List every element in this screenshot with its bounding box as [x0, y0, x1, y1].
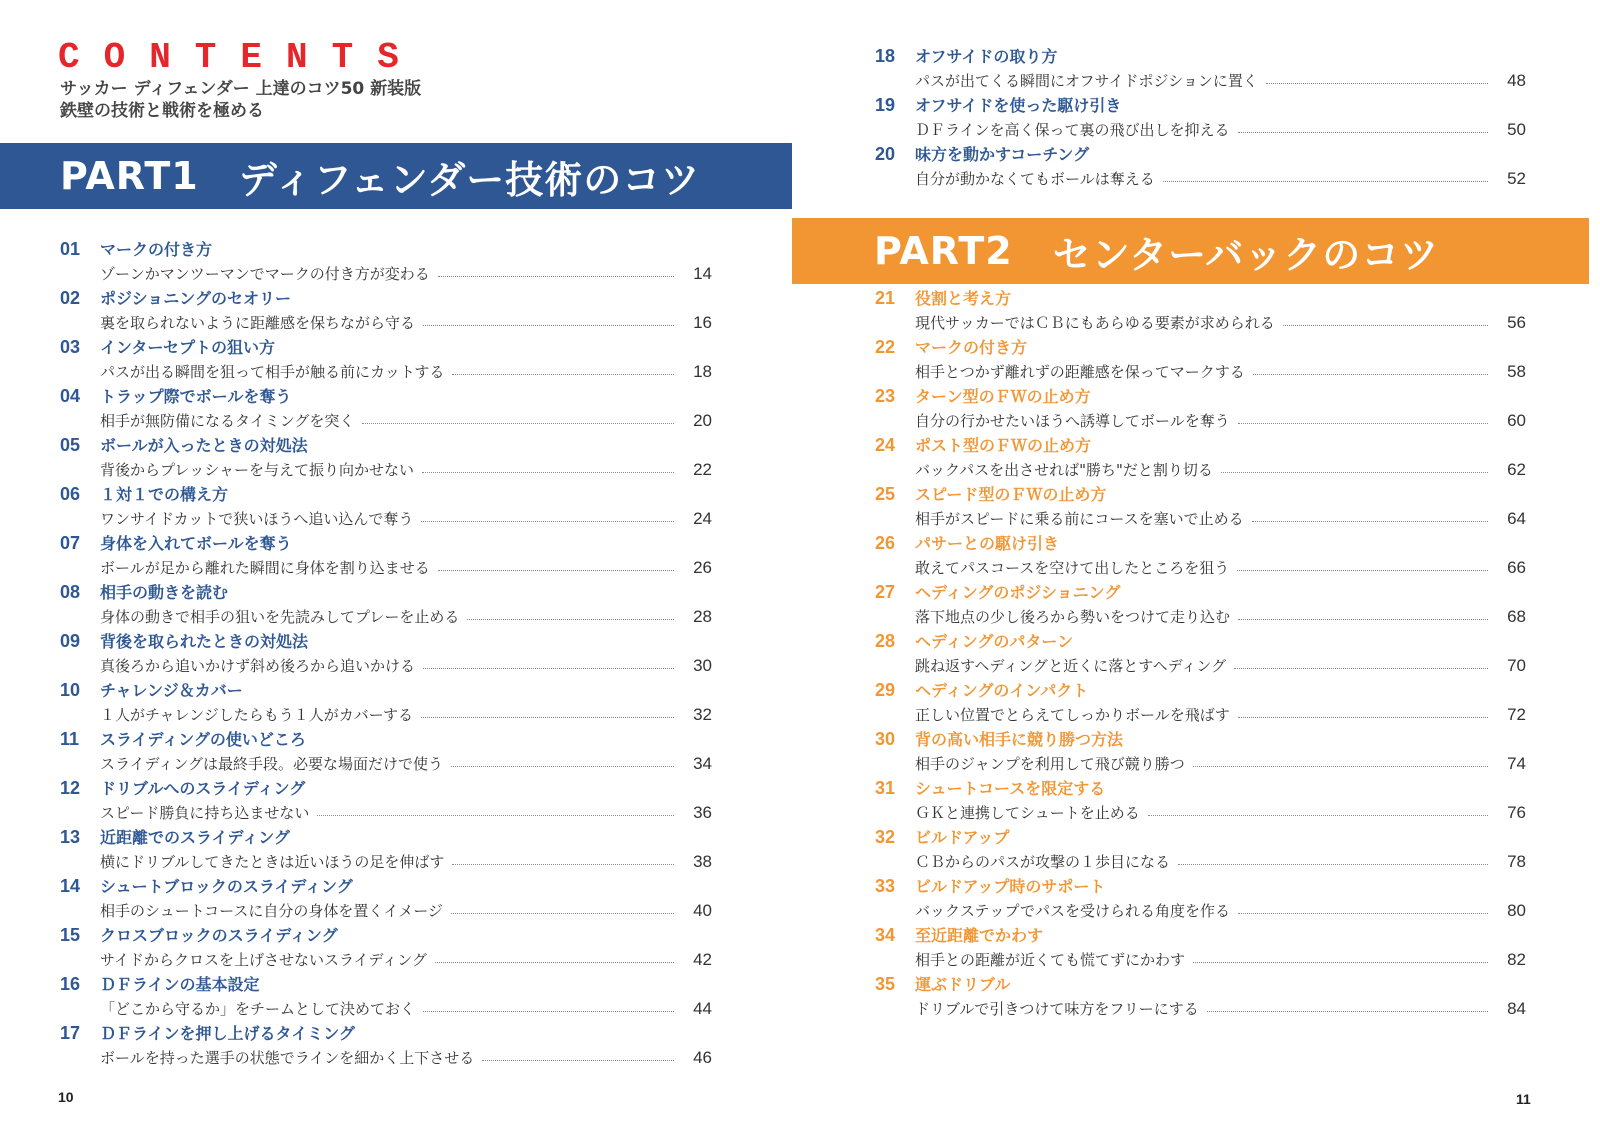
toc-item-heading	[60, 531, 712, 556]
dotted-leader	[1207, 1011, 1488, 1012]
toc-item-description: １人がチャレンジしたらもう１人がカバーする	[100, 706, 414, 724]
toc-item-number: 32	[875, 827, 896, 847]
toc-item-detail	[60, 899, 712, 923]
toc-item-heading	[875, 44, 1526, 69]
dotted-leader	[421, 521, 674, 522]
toc-item-heading	[60, 727, 712, 752]
toc-item-number: 10	[60, 680, 81, 700]
toc-item	[875, 142, 1526, 191]
toc-item-page: 26	[693, 558, 712, 577]
toc-item-page: 80	[1507, 901, 1526, 920]
toc-item-detail	[875, 948, 1526, 972]
toc-item-heading	[60, 286, 712, 311]
toc-item-heading	[60, 237, 712, 262]
toc-item-title: 役割と考え方	[915, 289, 1012, 308]
toc-item-number: 04	[60, 386, 81, 406]
toc-item-number: 25	[875, 484, 896, 504]
toc-item-heading	[60, 776, 712, 801]
toc-item-page: 24	[693, 509, 712, 528]
toc-item	[875, 972, 1526, 1021]
toc-item-detail	[875, 703, 1526, 727]
toc-item-heading	[875, 972, 1526, 997]
toc-item-heading	[875, 580, 1526, 605]
toc-item-title: ヘディングのパターン	[915, 632, 1074, 651]
toc-item-description: 現代サッカーではＣＢにもあらゆる要素が求められる	[915, 314, 1275, 332]
toc-item-page: 38	[693, 852, 712, 871]
toc-item-page: 56	[1507, 313, 1526, 332]
toc-item-detail	[875, 556, 1526, 580]
page-number-right: 11	[1516, 1091, 1531, 1107]
toc-item-number: 17	[60, 1023, 81, 1043]
toc-item-detail	[60, 850, 712, 874]
toc-item-heading	[875, 482, 1526, 507]
toc-item	[875, 433, 1526, 482]
toc-item-description: 真後ろから追いかけず斜め後ろから追いかける	[100, 657, 416, 675]
toc-item-title: チャレンジ＆カバー	[100, 681, 243, 700]
toc-item-page: 46	[693, 1048, 712, 1067]
toc-item	[60, 629, 712, 678]
toc-item-description: ゾーンかマンツーマンでマークの付き方が変わる	[100, 265, 430, 283]
toc-item-number: 14	[60, 876, 81, 896]
toc-item-title: ポジショニングのセオリー	[100, 289, 291, 308]
toc-item-title: パサーとの駆け引き	[915, 534, 1060, 553]
toc-item-description: 相手との距離が近くても慌てずにかわす	[915, 951, 1186, 969]
toc-item-title: ポスト型のＦＷの止め方	[915, 436, 1092, 455]
toc-item-page: 74	[1507, 754, 1526, 773]
toc-item-title: 運ぶドリブル	[915, 975, 1011, 994]
dotted-leader	[1266, 83, 1488, 84]
toc-item-detail	[875, 654, 1526, 678]
toc-item	[875, 44, 1526, 93]
toc-item-page: 76	[1507, 803, 1526, 822]
toc-item-title: トラップ際でボールを奪う	[100, 387, 292, 406]
toc-item-detail	[60, 752, 712, 776]
dotted-leader	[1252, 521, 1488, 522]
toc-item-page: 36	[693, 803, 712, 822]
toc-item-heading	[875, 531, 1526, 556]
dotted-leader	[1234, 668, 1488, 669]
toc-item-heading	[60, 874, 712, 899]
toc-item-heading	[875, 923, 1526, 948]
toc-item-description: パスが出る瞬間を狙って相手が触る前にカットする	[100, 363, 445, 381]
dotted-leader	[482, 1060, 674, 1061]
part2-number: PART2	[874, 229, 1013, 273]
toc-item-number: 21	[875, 288, 896, 308]
toc-item-description: 裏を取られないように距離感を保ちながら守る	[100, 314, 416, 332]
toc-item-title: 身体を入れてボールを奪う	[100, 534, 292, 553]
toc-item-description: サイドからクロスを上げさせないスライディング	[100, 951, 428, 969]
book-title-line1: サッカー ディフェンダー 上達のコツ50 新装版	[60, 79, 422, 99]
toc-item-detail	[60, 360, 712, 384]
book-title-line2: 鉄壁の技術と戦術を極める	[60, 101, 264, 121]
toc-item	[875, 776, 1526, 825]
toc-item-number: 16	[60, 974, 81, 994]
toc-item-number: 03	[60, 337, 81, 357]
dotted-leader	[423, 1011, 674, 1012]
toc-item-detail	[60, 409, 712, 433]
dotted-leader	[452, 864, 674, 865]
toc-item-number: 26	[875, 533, 896, 553]
toc-item-detail	[875, 507, 1526, 531]
toc-item-title: スライディングの使いどころ	[100, 730, 306, 749]
toc-item	[60, 972, 712, 1021]
toc-item-title: オフサイドを使った駆け引き	[915, 96, 1122, 115]
toc-item-page: 52	[1507, 169, 1526, 188]
toc-item-description: ＤＦラインを高く保って裏の飛び出しを抑える	[915, 121, 1230, 139]
toc-item-heading	[60, 482, 712, 507]
toc-item-number: 20	[875, 144, 896, 164]
toc-item-heading	[60, 1021, 712, 1046]
toc-item-description: 跳ね返すヘディングと近くに落とすヘディング	[915, 657, 1227, 675]
toc-item-heading	[60, 923, 712, 948]
toc-item-number: 31	[875, 778, 896, 798]
toc-item-detail	[60, 262, 712, 286]
toc-item-heading	[875, 874, 1526, 899]
toc-item-heading	[60, 335, 712, 360]
toc-item	[60, 237, 712, 286]
toc-item-detail	[875, 752, 1526, 776]
toc-item-description: 自分が動かなくてもボールは奪える	[915, 170, 1155, 188]
toc-item-title: 相手の動きを読む	[100, 583, 229, 602]
toc-item	[875, 93, 1526, 142]
toc-item-description: 背後からプレッシャーを与えて振り向かせない	[100, 461, 414, 479]
toc-item-description: スライディングは最終手段。必要な場面だけで使う	[100, 755, 444, 773]
part1-toc-list-left	[60, 237, 712, 1070]
toc-item-number: 28	[875, 631, 896, 651]
toc-item-page: 62	[1507, 460, 1526, 479]
toc-item-description: ＧＫと連携してシュートを止める	[915, 804, 1140, 822]
toc-item-title: ＤＦラインを押し上げるタイミング	[100, 1024, 355, 1043]
toc-item-page: 22	[693, 460, 712, 479]
toc-item-page: 14	[693, 264, 712, 283]
toc-item	[60, 776, 712, 825]
toc-item	[60, 923, 712, 972]
toc-item	[875, 629, 1526, 678]
dotted-leader	[435, 962, 674, 963]
toc-item	[60, 580, 712, 629]
toc-item	[875, 384, 1526, 433]
dotted-leader	[467, 619, 674, 620]
toc-item-number: 19	[875, 95, 896, 115]
toc-item-page: 20	[693, 411, 712, 430]
dotted-leader	[1178, 864, 1488, 865]
toc-item-number: 08	[60, 582, 81, 602]
toc-item-heading	[875, 142, 1526, 167]
toc-item-number: 22	[875, 337, 896, 357]
toc-item-detail	[875, 850, 1526, 874]
dotted-leader	[422, 472, 674, 473]
toc-item	[60, 531, 712, 580]
dotted-leader	[451, 913, 674, 914]
toc-item-number: 15	[60, 925, 81, 945]
toc-item	[875, 580, 1526, 629]
toc-item-heading	[875, 384, 1526, 409]
part2-toc-list	[875, 286, 1526, 1021]
toc-item-detail	[60, 507, 712, 531]
toc-item-description: 横にドリブルしてきたときは近いほうの足を伸ばす	[100, 853, 445, 871]
toc-item-detail	[875, 458, 1526, 482]
toc-item-title: ＤＦラインの基本設定	[100, 975, 260, 994]
toc-item-title: ヘディングのポジショニング	[915, 583, 1121, 602]
toc-item-detail	[60, 654, 712, 678]
toc-item-description: 自分の行かせたいほうへ誘導してボールを奪う	[915, 412, 1230, 430]
toc-item-number: 18	[875, 46, 896, 66]
toc-item-number: 23	[875, 386, 896, 406]
toc-item-heading	[875, 93, 1526, 118]
toc-item-description: ボールが足から離れた瞬間に身体を割り込ませる	[100, 559, 430, 577]
part1-toc-list-right	[875, 44, 1526, 191]
toc-item-heading	[875, 825, 1526, 850]
toc-item-page: 34	[693, 754, 712, 773]
toc-item	[60, 335, 712, 384]
toc-item-page: 48	[1507, 71, 1526, 90]
toc-item-title: シュートコースを限定する	[915, 779, 1106, 798]
toc-item-description: 相手のシュートコースに自分の身体を置くイメージ	[100, 902, 443, 920]
toc-item-heading	[875, 678, 1526, 703]
toc-item-page: 72	[1507, 705, 1526, 724]
toc-item-detail	[60, 1046, 712, 1070]
part1-number: PART1	[60, 154, 199, 198]
toc-item-description: バックステップでパスを受けられる角度を作る	[915, 902, 1231, 920]
toc-item	[875, 874, 1526, 923]
toc-item-page: 30	[693, 656, 712, 675]
toc-item-number: 12	[60, 778, 81, 798]
toc-item-description: 身体の動きで相手の狙いを先読みしてプレーを止める	[100, 608, 460, 626]
dotted-leader	[1237, 570, 1488, 571]
toc-item	[875, 825, 1526, 874]
page-number-left: 10	[58, 1089, 74, 1105]
toc-item-number: 30	[875, 729, 896, 749]
toc-item-detail	[875, 167, 1526, 191]
dotted-leader	[1238, 913, 1488, 914]
toc-item-number: 29	[875, 680, 896, 700]
toc-item-detail	[875, 118, 1526, 142]
toc-item-number: 24	[875, 435, 896, 455]
toc-item-number: 13	[60, 827, 81, 847]
toc-item-heading	[875, 629, 1526, 654]
toc-item-detail	[875, 801, 1526, 825]
toc-item-heading	[875, 727, 1526, 752]
toc-item-heading	[875, 433, 1526, 458]
toc-item-detail	[875, 360, 1526, 384]
dotted-leader	[317, 815, 674, 816]
toc-item-heading	[60, 433, 712, 458]
dotted-leader	[1221, 472, 1488, 473]
toc-item-description: ワンサイドカットで狭いほうへ追い込んで奪う	[100, 510, 414, 528]
toc-item-heading	[875, 286, 1526, 311]
toc-item-title: シュートブロックのスライディング	[100, 877, 353, 896]
toc-item-description: パスが出てくる瞬間にオフサイドポジションに置く	[915, 72, 1258, 90]
toc-item-detail	[875, 605, 1526, 629]
toc-item-title: ボールが入ったときの対処法	[100, 436, 308, 455]
toc-item-number: 05	[60, 435, 81, 455]
dotted-leader	[451, 766, 674, 767]
dotted-leader	[452, 374, 674, 375]
toc-item-detail	[60, 605, 712, 629]
toc-item	[60, 286, 712, 335]
toc-item-page: 64	[1507, 509, 1526, 528]
toc-item-number: 33	[875, 876, 896, 896]
toc-item-detail	[875, 69, 1526, 93]
toc-item	[875, 678, 1526, 727]
dotted-leader	[438, 570, 674, 571]
toc-item-title: スピード型のＦＷの止め方	[915, 485, 1107, 504]
toc-item-detail	[60, 556, 712, 580]
toc-item-number: 07	[60, 533, 81, 553]
toc-item	[60, 874, 712, 923]
toc-item-title: ヘディングのインパクト	[915, 681, 1089, 700]
toc-item-description: 相手のジャンプを利用して飛び競り勝つ	[915, 755, 1185, 773]
toc-item-page: 32	[693, 705, 712, 724]
toc-item-page: 50	[1507, 120, 1526, 139]
toc-item-page: 60	[1507, 411, 1526, 430]
toc-item-description: スピード勝負に持ち込ませない	[100, 804, 310, 822]
dotted-leader	[1148, 815, 1488, 816]
toc-item-detail	[875, 899, 1526, 923]
dotted-leader	[1193, 962, 1488, 963]
toc-item-number: 11	[60, 729, 80, 749]
toc-item-title: クロスブロックのスライディング	[100, 926, 338, 945]
toc-item-number: 06	[60, 484, 81, 504]
toc-item-number: 34	[875, 925, 896, 945]
part2-title: センターバックのコツ	[1052, 232, 1440, 277]
toc-item-heading	[60, 972, 712, 997]
book-title	[60, 78, 421, 122]
toc-item-detail	[60, 458, 712, 482]
dotted-leader	[421, 717, 674, 718]
dotted-leader	[1283, 325, 1488, 326]
part1-title: ディフェンダー技術のコツ	[238, 157, 701, 202]
toc-item	[60, 433, 712, 482]
toc-item-heading	[60, 825, 712, 850]
toc-item	[60, 727, 712, 776]
toc-item-page: 16	[693, 313, 712, 332]
toc-item-description: 正しい位置でとらえてしっかりボールを飛ばす	[915, 706, 1230, 724]
toc-item	[875, 286, 1526, 335]
toc-item-title: インターセプトの狙い方	[100, 338, 276, 357]
toc-item	[60, 825, 712, 874]
dotted-leader	[1193, 766, 1488, 767]
part2-banner	[792, 218, 1589, 284]
toc-item-detail	[60, 703, 712, 727]
dotted-leader	[362, 423, 674, 424]
toc-item	[875, 727, 1526, 776]
toc-item-page: 82	[1507, 950, 1526, 969]
toc-item-page: 18	[693, 362, 712, 381]
toc-item	[875, 482, 1526, 531]
dotted-leader	[423, 325, 674, 326]
toc-item-description: 相手とつかず離れずの距離感を保ってマークする	[915, 363, 1245, 381]
toc-item	[875, 923, 1526, 972]
contents-title: CONTENTS	[58, 37, 423, 78]
toc-item-detail	[60, 801, 712, 825]
toc-item-title: マークの付き方	[100, 240, 213, 259]
dotted-leader	[1238, 423, 1488, 424]
toc-item-page: 58	[1507, 362, 1526, 381]
toc-item-detail	[875, 997, 1526, 1021]
toc-item-detail	[60, 948, 712, 972]
toc-item-description: バックパスを出させれば"勝ち"だと割り切る	[915, 461, 1213, 479]
toc-item-description: 「どこから守るか」をチームとして決めておく	[100, 1000, 416, 1018]
toc-item	[875, 531, 1526, 580]
toc-item-heading	[875, 776, 1526, 801]
toc-item-number: 09	[60, 631, 81, 651]
toc-item-page: 40	[693, 901, 712, 920]
toc-item-detail	[875, 409, 1526, 433]
toc-item-title: 近距離でのスライディング	[100, 828, 290, 847]
dotted-leader	[1238, 619, 1488, 620]
toc-item-title: オフサイドの取り方	[915, 47, 1058, 66]
toc-item-title: ビルドアップ	[915, 828, 1010, 847]
toc-item-title: 至近距離でかわす	[915, 926, 1044, 945]
toc-item-number: 02	[60, 288, 81, 308]
part1-banner	[0, 143, 792, 209]
toc-item	[60, 678, 712, 727]
toc-item-title: 味方を動かすコーチング	[915, 145, 1090, 164]
toc-item-number: 35	[875, 974, 896, 994]
toc-item-heading	[60, 629, 712, 654]
toc-item-description: 敢えてパスコースを空けて出したところを狙う	[915, 559, 1230, 577]
toc-item-title: １対１での構え方	[100, 485, 229, 504]
toc-item-title: 背の高い相手に競り勝つ方法	[915, 730, 1124, 749]
toc-item-heading	[60, 384, 712, 409]
toc-item	[60, 482, 712, 531]
toc-item-page: 44	[693, 999, 712, 1018]
toc-item-page: 70	[1507, 656, 1526, 675]
toc-item-description: 相手が無防備になるタイミングを突く	[100, 412, 355, 430]
toc-item-description: 相手がスピードに乗る前にコースを塞いで止める	[915, 510, 1244, 528]
toc-item	[875, 335, 1526, 384]
toc-item-detail	[875, 311, 1526, 335]
toc-item-description: 落下地点の少し後ろから勢いをつけて走り込む	[915, 608, 1231, 626]
toc-item-title: ドリブルへのスライディング	[100, 779, 306, 798]
toc-item-page: 84	[1507, 999, 1526, 1018]
toc-item-page: 78	[1507, 852, 1526, 871]
toc-item-page: 66	[1507, 558, 1526, 577]
toc-item-number: 01	[60, 239, 81, 259]
toc-item	[60, 384, 712, 433]
dotted-leader	[438, 276, 674, 277]
toc-item-title: ビルドアップ時のサポート	[915, 877, 1106, 896]
toc-item-description: ＣＢからのパスが攻撃の１歩目になる	[915, 853, 1171, 871]
dotted-leader	[423, 668, 674, 669]
toc-item-heading	[60, 580, 712, 605]
dotted-leader	[1238, 132, 1488, 133]
toc-item-number: 27	[875, 582, 896, 602]
toc-item	[60, 1021, 712, 1070]
toc-item-description: ドリブルで引きつけて味方をフリーにする	[915, 1000, 1199, 1018]
toc-item-page: 42	[693, 950, 712, 969]
toc-item-title: 背後を取られたときの対処法	[100, 632, 309, 651]
toc-item-page: 28	[693, 607, 712, 626]
toc-item-title: マークの付き方	[915, 338, 1028, 357]
toc-item-title: ターン型のＦＷの止め方	[915, 387, 1091, 406]
toc-item-heading	[60, 678, 712, 703]
dotted-leader	[1163, 181, 1488, 182]
dotted-leader	[1253, 374, 1488, 375]
toc-item-detail	[60, 311, 712, 335]
toc-item-page: 68	[1507, 607, 1526, 626]
dotted-leader	[1238, 717, 1488, 718]
toc-item-description: ボールを持った選手の状態でラインを細かく上下させる	[100, 1049, 475, 1067]
toc-item-heading	[875, 335, 1526, 360]
toc-item-detail	[60, 997, 712, 1021]
